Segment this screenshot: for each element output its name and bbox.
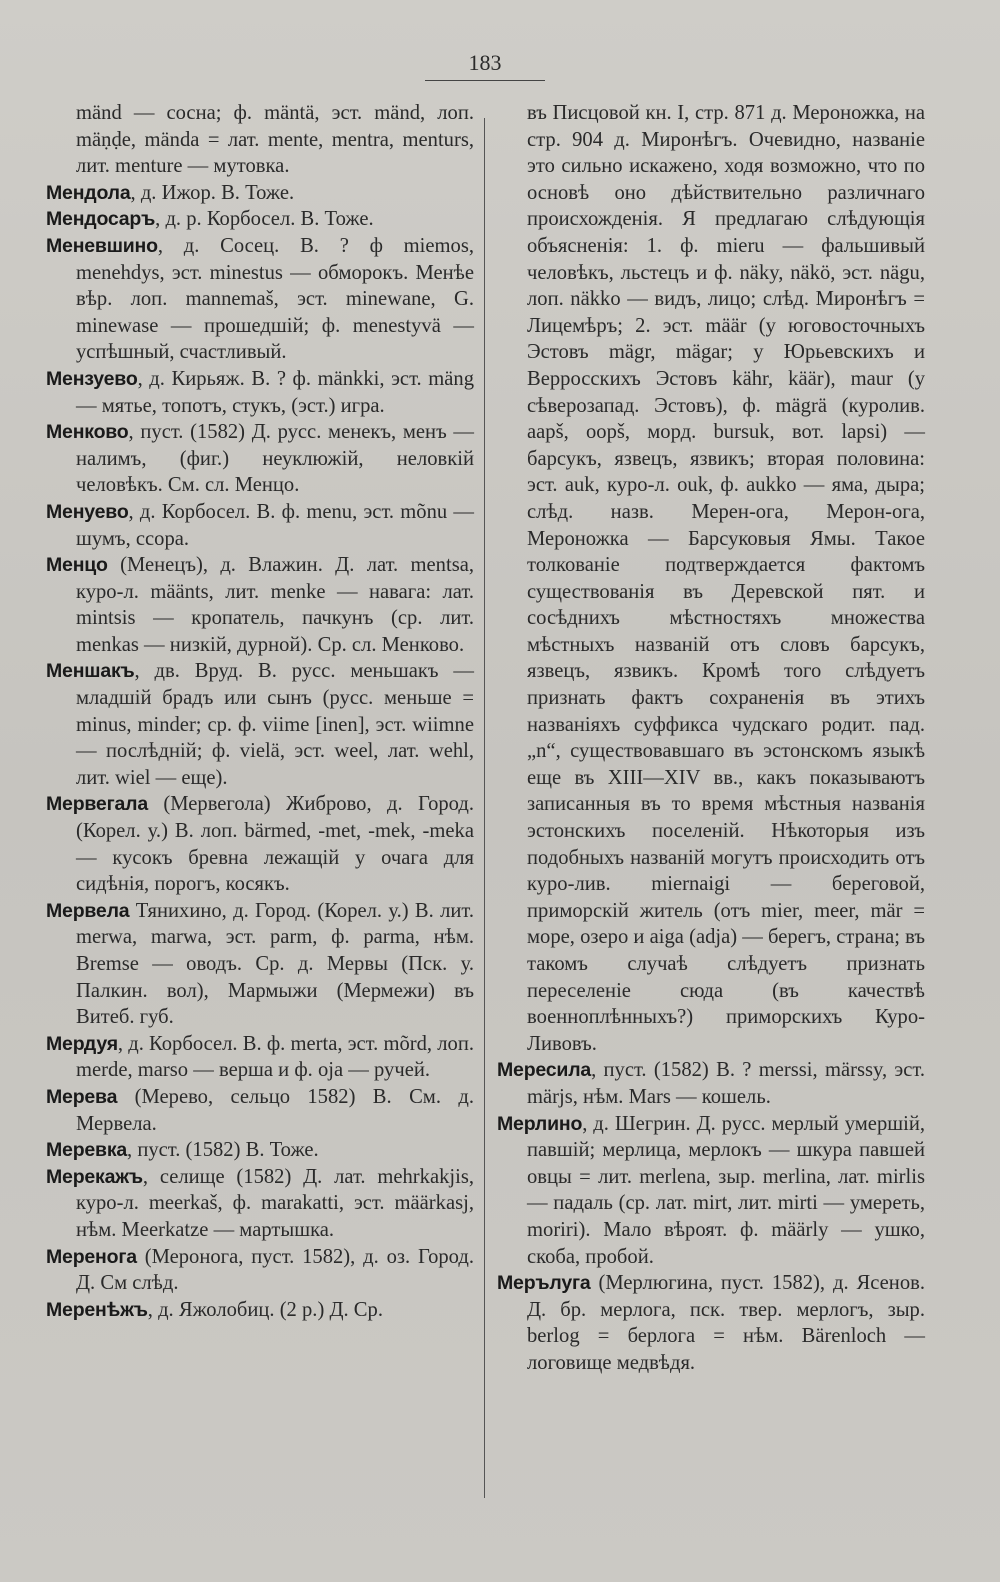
page-number: 183	[468, 50, 502, 75]
dictionary-entry	[46, 1164, 474, 1244]
entry-headword: Меренѣжъ	[46, 1298, 148, 1321]
dictionary-entry	[497, 1111, 925, 1271]
entry-text: , дв. Вруд. В. русс. меньшакъ — младшій брадъ или сынъ (русс. меньше = minus, minder; ср. ф. viime [inen], эст. wiimne — послѣдній; ф. vielä, эст. weel, лат. wehl, лит. wiel — еще).	[76, 660, 474, 789]
entry-headword: Меренога	[46, 1245, 137, 1268]
entry-text: (Менецъ), д. Влажин. Д. лат. mentsa, куро-л. määnts, лит. menke — навага: лат. mintsis — кропатель, пачкунъ (ср. лит. menkas — низкій, дурной). Ср. сл. Менково.	[76, 554, 474, 656]
dictionary-entry	[46, 233, 474, 366]
dictionary-entry	[497, 1270, 925, 1376]
dictionary-entry	[46, 658, 474, 791]
entry-text: Тянихино, д. Город. (Корел. у.) В. лит. merwa, marwa, эст. parm, ф. parma, нѣм. Bremse — оводъ. Ср. д. Мервы (Пск. у. Палкин. вол), Мармыжи (Мермежи) въ Витеб. губ.	[76, 899, 474, 1029]
entry-headword: Менуево	[46, 500, 129, 523]
entry-headword: Мерекажъ	[46, 1165, 143, 1188]
entry-headword: Мендола	[46, 181, 131, 204]
dictionary-entry	[46, 366, 474, 419]
entry-headword: Мервела	[46, 899, 130, 922]
dictionary-entry	[46, 791, 474, 897]
entry-headword: Мерева	[46, 1085, 118, 1108]
entry-text: , д. Корбосел. В. ф. merta, эст. mõrd, лоп. merde, marso — верша и ф. oja — ручей.	[76, 1032, 474, 1082]
left-column	[46, 100, 474, 1323]
entry-headword: Мерълуга	[497, 1272, 591, 1295]
dictionary-entry	[46, 100, 474, 180]
column-divider	[484, 118, 485, 1498]
entry-text: , пуст. (1582) В. ? merssi, märssy, эст. märjs, нѣм. Mars — кошель.	[527, 1059, 925, 1108]
dictionary-entry	[46, 898, 474, 1031]
entry-text: , пуст. (1582) В. Тоже.	[127, 1139, 319, 1162]
entry-headword: Мердуя	[46, 1032, 118, 1055]
entry-text: , д. Корбосел. В. ф. menu, эст. mõnu — шумъ, ссора.	[76, 500, 474, 550]
dictionary-entry	[46, 180, 474, 207]
entry-text: въ Писцовой кн. I, стр. 871 д. Мероножка, на стр. 904 д. Миронѣгъ. Очевидно, названіе это сильно искажено, ходя возможно, что по основѣ оно дѣйствительно различнаго происхожденія. Я предлагаю слѣдующія объясненія: 1. ф. mieru — фальшивый человѣкъ, льстецъ и ф. näky, näkö, эст. nägu, лоп. näkko — видъ, лицо; слѣд. Миронѣгъ = Лицемѣръ; 2. эст. määr (у юговосточныхъ Эстовъ mägr, mägar; у Юрьевскихъ и Верросскихъ Эстовъ kähr, käär), maur (у сѣверозапад. Эстовъ), ф. mägrä (куролив. aapš, oopš, морд. bursuk, вот. lapsi) — барсукъ, язвецъ, язвикъ; вторая половина: эст. auk, куро-л. ouk, ф. aukko — яма, дыра; слѣд. назв. Мерен-ога, Мерон-ога, Мероножка — Барсуковыя Ямы. Такое толкованіе подтверждается фактомъ существованія въ Деревской пят. и сосѣднихъ мѣстностяхъ множества мѣстныхъ названій отъ словъ барсукъ, язвецъ, язвикъ. Кромѣ того слѣдуетъ признать фактъ сохраненія въ этихъ названіяхъ суффикса чудскаго родит. пад. „n“, существовавшаго въ эстонскомъ языкѣ еще въ XIII—XIV вв., какъ показываютъ записанныя въ то время мѣстныя названія эстонскихъ поселеній. Нѣкоторыя изъ подобныхъ названій могутъ происходить отъ куро-лив. miernaigi — береговой, приморскій житель (отъ mier, meer, mär = море, озеро и aiga (adja) — берегъ, страна; въ такомъ случаѣ слѣдуетъ признать переселеніе сюда (въ качествѣ военноплѣнныхъ?) приморскихъ Куро-Ливовъ.	[527, 102, 925, 1055]
entry-text: , д. р. Корбосел. В. Тоже.	[155, 208, 374, 231]
entry-headword: Меревка	[46, 1139, 128, 1162]
dictionary-entry	[46, 206, 474, 233]
entry-text: , д. Шегрин. Д. русс. мерлый умершій, павшій; мерлица, мерлокъ — шкура павшей овцы = лит. merlena, зыр. merlina, лат. mirlis — падаль (ср. лат. mirt, лит. mirti — умереть, morirі). Мало вѣроят. ф. määrly — ушко, скоба, пробой.	[527, 1112, 925, 1268]
entry-text: (Мероногa, пуст. 1582), д. оз. Город. Д. См слѣд.	[76, 1245, 474, 1295]
dictionary-entry	[46, 1031, 474, 1084]
entry-text: , пуст. (1582) Д. русс. менекъ, менъ — налимъ, (фиг.) неуклюжій, неловкій человѣкъ. См. сл. Менцо.	[76, 421, 474, 497]
entry-headword: Мерлино	[497, 1112, 583, 1135]
dictionary-entry	[46, 1297, 474, 1324]
dictionary-entry	[46, 1084, 474, 1137]
dictionary-entry	[497, 100, 925, 1057]
entry-text: mänd — сосна; ф. mäntä, эст. mänd, лоп. mäṇḍe, mända = лат. mente, mentra, menturs, лит. menture — мутовка.	[76, 102, 474, 178]
dictionary-entry	[46, 499, 474, 552]
entry-headword: Менково	[46, 421, 129, 444]
dictionary-entry	[46, 1244, 474, 1297]
entry-text: (Мервегола) Жиброво, д. Город. (Корел. у.) В. лоп. bärmed, -met, -mek, -meka — кусокъ бревна лежащій у очага для сидѣнія, порогъ, косякъ.	[76, 793, 474, 896]
entry-text: , д. Сосец. В. ? ф miemos, menehdys, эст. minestus — обморокъ. Менѣе вѣр. лоп. mannemaš, эст. minewane, G. minewase — прошедшій; ф. menestyvä — успѣшный, счастливый.	[76, 234, 474, 364]
entry-text: , селище (1582) Д. лат. mehrkakjis, куро-л. meerkaš, ф. marakatti, эст. määrkasj, нѣм. Meerkatze — мартышка.	[76, 1165, 474, 1241]
entry-headword: Мервегала	[46, 793, 148, 816]
dictionary-entry	[46, 552, 474, 658]
entry-headword: Мересила	[497, 1059, 592, 1082]
dictionary-entry	[46, 419, 474, 499]
entry-text: (Мерево, сельцо 1582) В. См. д. Мервела.	[76, 1085, 474, 1135]
right-column	[497, 100, 925, 1377]
header-rule	[425, 80, 545, 81]
entry-headword: Менцо	[46, 554, 108, 577]
entry-headword: Меншакъ	[46, 660, 135, 683]
entry-text: , д. Яжолобиц. (2 р.) Д. Ср.	[147, 1298, 383, 1321]
entry-headword: Мендосаръ	[46, 208, 156, 231]
entry-headword: Меневшино	[46, 234, 158, 257]
dictionary-entry	[46, 1137, 474, 1164]
dictionary-entry	[497, 1057, 925, 1110]
entry-text: , д. Кирьяж. В. ? ф. mänkki, эст. mäng — мятье, топотъ, стукъ, (эст.) игра.	[76, 367, 474, 417]
entry-text: (Мерлюгина, пуст. 1582), д. Ясенов. Д. бр. мерлога, пск. твер. мерлогъ, зыр. berlog = берлога = нѣм. Bärenloch — логовище медвѣдя.	[527, 1272, 925, 1374]
entry-text: , д. Ижор. В. Тоже.	[130, 181, 295, 204]
entry-headword: Мензуево	[46, 367, 138, 390]
